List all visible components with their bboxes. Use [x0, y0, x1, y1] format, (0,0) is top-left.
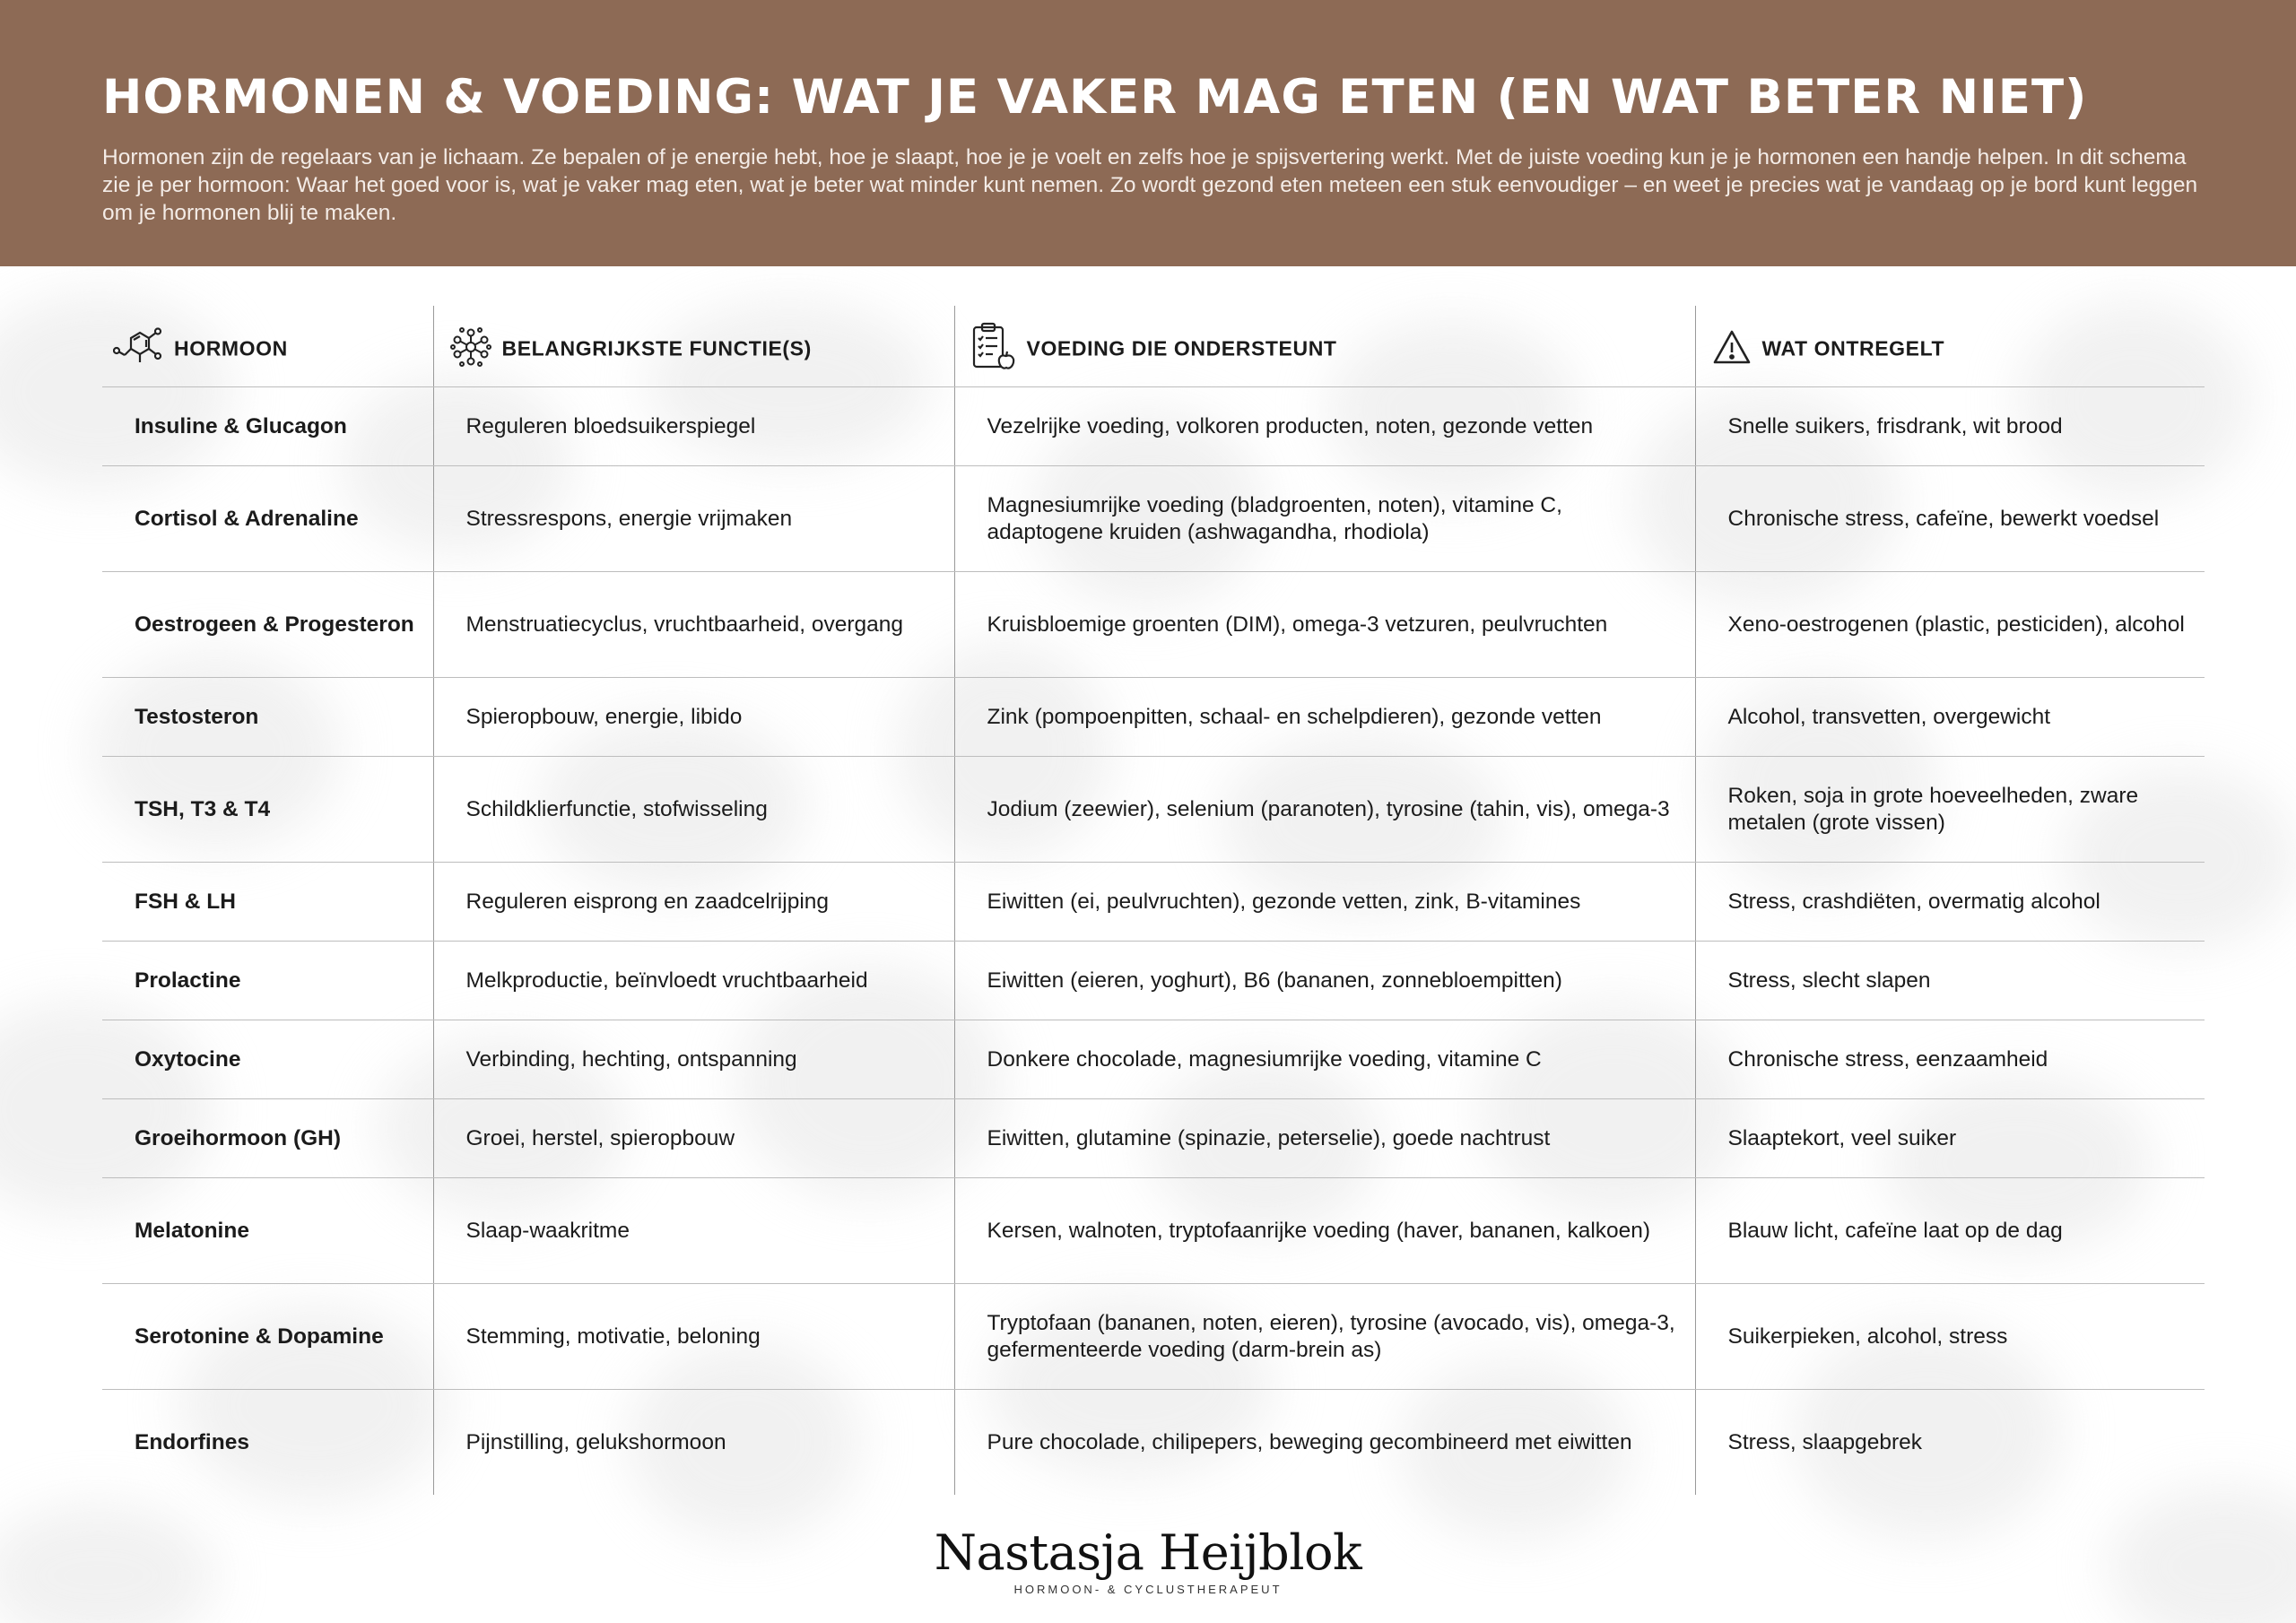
column-header-support: [954, 306, 1695, 387]
disrupt-cell: Chronische stress, cafeïne, bewerkt voedsel: [1695, 466, 2205, 572]
function-cell: Spieropbouw, energie, libido: [433, 678, 954, 757]
function-cell: Melkproductie, beïnvloedt vruchtbaarheid: [433, 942, 954, 1020]
hormone-name: Melatonine: [102, 1178, 433, 1284]
function-cell: Slaap-waakritme: [433, 1178, 954, 1284]
function-cell: Pijnstilling, gelukshormoon: [433, 1390, 954, 1496]
hormone-name: Oxytocine: [102, 1020, 433, 1099]
hormone-name: Testosteron: [102, 678, 433, 757]
function-cell: Reguleren bloedsuikerspiegel: [433, 387, 954, 466]
table-row: [102, 1390, 2205, 1496]
warning-icon: [1712, 329, 1752, 371]
support-cell: Eiwitten (eieren, yoghurt), B6 (bananen, zonnebloempitten): [954, 942, 1695, 1020]
support-cell: Eiwitten (ei, peulvruchten), gezonde vetten, zink, B-vitamines: [954, 863, 1695, 942]
column-header-disrupt: [1695, 306, 2205, 387]
function-cell: Schildklierfunctie, stofwisseling: [433, 757, 954, 863]
hormone-name: FSH & LH: [102, 863, 433, 942]
hormone-name: Cortisol & Adrenaline: [102, 466, 433, 572]
column-label: WAT ONTREGELT: [1761, 336, 1945, 360]
hormone-name: Groeihormoon (GH): [102, 1099, 433, 1178]
support-cell: Eiwitten, glutamine (spinazie, peterselie), goede nachtrust: [954, 1099, 1695, 1178]
disrupt-cell: Stress, crashdiëten, overmatig alcohol: [1695, 863, 2205, 942]
hormone-name: Oestrogeen & Progesteron: [102, 572, 433, 678]
table-row: [102, 572, 2205, 678]
column-label: BELANGRIJKSTE FUNCTIE(S): [501, 336, 812, 360]
table-row: [102, 757, 2205, 863]
support-cell: Donkere chocolade, magnesiumrijke voeding, vitamine C: [954, 1020, 1695, 1099]
support-cell: Zink (pompoenpitten, schaal- en schelpdieren), gezonde vetten: [954, 678, 1695, 757]
disrupt-cell: Xeno-oestrogenen (plastic, pesticiden), alcohol: [1695, 572, 2205, 678]
hormone-name: Serotonine & Dopamine: [102, 1284, 433, 1390]
disrupt-cell: Snelle suikers, frisdrank, wit brood: [1695, 387, 2205, 466]
support-cell: Tryptofaan (bananen, noten, eieren), tyrosine (avocado, vis), omega-3, gefermenteerde voeding (darm-brein as): [954, 1284, 1695, 1390]
table-row: [102, 863, 2205, 942]
function-cell: Groei, herstel, spieropbouw: [433, 1099, 954, 1178]
disrupt-cell: Stress, slaapgebrek: [1695, 1390, 2205, 1496]
table-header-row: [102, 306, 2205, 387]
support-cell: Pure chocolade, chilipepers, beweging gecombineerd met eiwitten: [954, 1390, 1695, 1496]
support-cell: Kersen, walnoten, tryptofaanrijke voeding (haver, bananen, kalkoen): [954, 1178, 1695, 1284]
function-cell: Menstruatiecyclus, vruchtbaarheid, overgang: [433, 572, 954, 678]
header-banner: [0, 0, 2296, 266]
column-label: HORMOON: [174, 336, 288, 360]
function-cell: Verbinding, hechting, ontspanning: [433, 1020, 954, 1099]
table-row: [102, 1284, 2205, 1390]
hormone-name: Prolactine: [102, 942, 433, 1020]
disrupt-cell: Alcohol, transvetten, overgewicht: [1695, 678, 2205, 757]
disrupt-cell: Stress, slecht slapen: [1695, 942, 2205, 1020]
support-cell: Magnesiumrijke voeding (bladgroenten, noten), vitamine C, adaptogene kruiden (ashwagandha, rhodiola): [954, 466, 1695, 572]
hormone-table: [102, 306, 2205, 1495]
hormone-name: Endorfines: [135, 1429, 249, 1454]
support-cell: Vezelrijke voeding, volkoren producten, noten, gezonde vetten: [954, 387, 1695, 466]
table-row: [102, 1020, 2205, 1099]
function-cell: Reguleren eisprong en zaadcelrijping: [433, 863, 954, 942]
network-icon: [450, 326, 491, 374]
function-cell: Stemming, motivatie, beloning: [433, 1284, 954, 1390]
column-header-function: [433, 306, 954, 387]
brand-logo-name: Nastasja Heijblok: [934, 1524, 1362, 1581]
column-header-hormone: [102, 306, 433, 387]
clipboard-apple-icon: [971, 322, 1016, 378]
support-cell: Kruisbloemige groenten (DIM), omega-3 vetzuren, peulvruchten: [954, 572, 1695, 678]
support-cell: Jodium (zeewier), selenium (paranoten), tyrosine (tahin, vis), omega-3: [954, 757, 1695, 863]
hormone-name: TSH, T3 & T4: [102, 757, 433, 863]
brand-subtitle: HORMOON- & CYCLUSTHERAPEUT: [1013, 1583, 1283, 1596]
column-label: VOEDING DIE ONDERSTEUNT: [1026, 336, 1337, 360]
function-cell: Stressrespons, energie vrijmaken: [433, 466, 954, 572]
table-row: [102, 387, 2205, 466]
hormone-name: Insuline & Glucagon: [102, 387, 433, 466]
table-row: [102, 1178, 2205, 1284]
table-row: [102, 678, 2205, 757]
disrupt-cell: Chronische stress, eenzaamheid: [1695, 1020, 2205, 1099]
disrupt-cell: Slaaptekort, veel suiker: [1695, 1099, 2205, 1178]
disrupt-cell: Roken, soja in grote hoeveelheden, zware metalen (grote vissen): [1695, 757, 2205, 863]
table-row: [102, 1099, 2205, 1178]
intro-text: Hormonen zijn de regelaars van je lichaam. Ze bepalen of je energie hebt, hoe je slaapt, hoe je je voelt en zelfs hoe je spijsvertering werkt. Met de juiste voeding kun je je hormonen een handje helpen. In dit schema zie je per hormoon: Waar het goed voor is, wat je vaker mag eten, wat je beter wat minder kunt nemen. Zo wordt gezond eten meteen een stuk eenvoudiger – en weet je precies wat je vandaag op je bord kunt leggen om je hormonen blij te maken.: [102, 145, 2198, 225]
molecule-icon: [113, 326, 163, 374]
table-row: [102, 466, 2205, 572]
table-row: [102, 942, 2205, 1020]
disrupt-cell: Blauw licht, cafeïne laat op de dag: [1695, 1178, 2205, 1284]
disrupt-cell: Suikerpieken, alcohol, stress: [1695, 1284, 2205, 1390]
page-title: HORMONEN & VOEDING: WAT JE VAKER MAG ETEN (EN WAT BETER NIET): [102, 70, 2088, 125]
